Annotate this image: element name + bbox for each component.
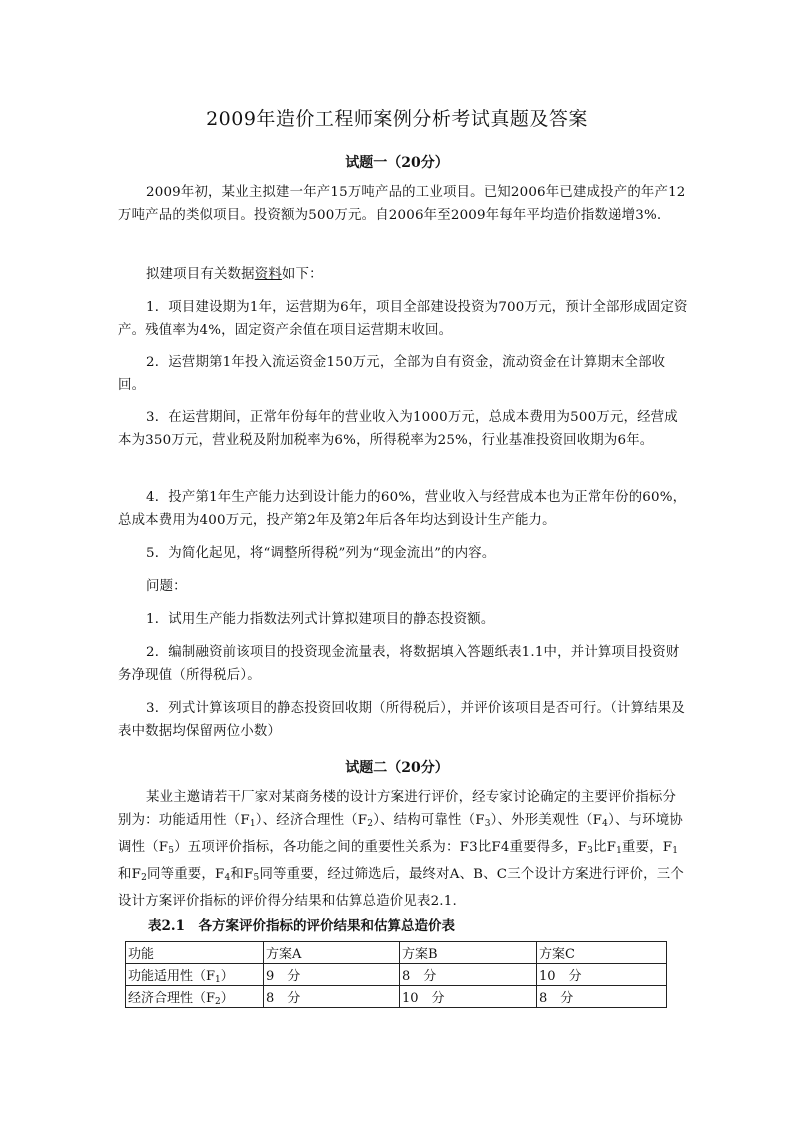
table-header-cell: 方案A (264, 942, 400, 964)
q1-intro-paragraph: 2009年初，某业主拟建一年产15万吨产品的工业项目。已知2006年已建成投产的年产12万吨产品的类似项目。投资额为500万元。自2006年至2009年每年平均造价指数递增3%. (118, 185, 686, 223)
table-header-cell: 方案C (537, 942, 667, 964)
table-row-label (126, 964, 264, 986)
question-1-heading: 试题一（20分） (345, 155, 449, 171)
table-header-cell: 方案B (400, 942, 537, 964)
q1-item-5: 5．为简化起见，将“调整所得税”列为“现金流出”的内容。 (146, 546, 496, 561)
table-cell: 9 分 (264, 964, 400, 986)
q2-text-d: ）、外形美观性（F (490, 813, 603, 828)
subscript: 1 (249, 819, 256, 829)
subscript: 2 (215, 996, 221, 1007)
q2-text-b: ）、经济合理性（F (255, 813, 368, 828)
subscript: 1 (616, 846, 623, 856)
q2-text-g: 比F (593, 840, 617, 855)
subscript: 2 (141, 873, 148, 883)
q2-text-e: ）、与环境协调性（F (118, 813, 683, 855)
subscript: 3 (484, 819, 491, 829)
evaluation-table (125, 941, 667, 1008)
table-row-label (126, 986, 264, 1008)
table-cell: 8 分 (537, 986, 667, 1008)
subscript: 2 (367, 819, 374, 829)
q2-text-l: 同等重要，经过筛选后，最终对A、B、C三个设计方案进行评价，三个设计方案评价指标的评价得分结果和估算总造价见表2.1. (118, 867, 684, 909)
document-title: 2009年造价工程师案例分析考试真题及答案 (206, 108, 588, 130)
subscript: 5 (168, 846, 175, 856)
q2-text-f: ）五项评价指标，各功能之间的重要性关系为：F3比F4重要得多，F (174, 840, 588, 855)
q1-question-1: 1．试用生产能力指数法列式计算拟建项目的静态投资额。 (146, 612, 495, 627)
subscript: 5 (253, 873, 260, 883)
subscript: 1 (672, 846, 679, 856)
table-row (126, 986, 667, 1008)
q1-question-3: 3．列式计算该项目的静态投资回收期（所得税后），并评价该项目是否可行。（计算结果及表中数据均保留两位小数） (118, 701, 685, 739)
q1-item-4: 4．投产第1年生产能力达到设计能力的60%，营业收入与经营成本也为正常年份的60%，总成本费用为400万元，投产第2年及第2年后各年均达到设计生产能力。 (118, 490, 687, 528)
subscript: 4 (224, 873, 231, 883)
table-2-1-caption: 表2.1 各方案评价指标的评价结果和估算总造价表 (148, 918, 455, 934)
table-cell: 10 分 (537, 964, 667, 986)
q1-data-intro-text: 拟建项目有关数据 (146, 267, 255, 282)
table-header-cell: 功能 (126, 942, 264, 964)
q2-text-k: 和F (230, 867, 254, 882)
q2-text-a: 某业主邀请若干厂家对某商务楼的设计方案进行评价，经专家讨论确定的主要评价指标分别为：功能适用性（F (118, 790, 677, 828)
q1-questions-label: 问题： (146, 579, 187, 594)
q1-item-2: 2．运营期第1年投入流运资金150万元，全部为自有资金，流动资金在计算期末全部收回。 (118, 355, 666, 393)
table-header-row (126, 942, 667, 964)
row-label-text: 功能适用性（F (128, 968, 216, 984)
subscript: 1 (215, 974, 221, 985)
q1-data-intro-end: 如下： (281, 267, 323, 282)
table-cell: 10 分 (400, 986, 537, 1008)
question-2-heading: 试题二（20分） (345, 760, 449, 776)
q2-intro-paragraph (118, 786, 688, 913)
subscript: 3 (587, 846, 593, 856)
subscript: 4 (602, 819, 609, 829)
q1-data-link[interactable]: 资料 (254, 267, 282, 282)
table-cell: 8 分 (264, 986, 400, 1008)
table-row (126, 964, 667, 986)
q1-item-1: 1．项目建设期为1年，运营期为6年，项目全部建设投资为700万元，预计全部形成固定资产。残值率为4%，固定资产余值在项目运营期末收回。 (118, 300, 688, 338)
q2-text-c: ）、结构可靠性（F (373, 813, 485, 828)
q2-text-j: 同等重要，F (147, 867, 225, 882)
row-label-text: 经济合理性（F (128, 990, 216, 1006)
q2-text-i: 和F (118, 867, 142, 882)
q2-text-h: 重要，F (622, 840, 673, 855)
row-label-close: ） (220, 990, 234, 1006)
q1-item-3: 3．在运营期间，正常年份每年的营业收入为1000万元，总成本费用为500万元，经营成本为350万元，营业税及附加税率为6%，所得税率为25%，行业基准投资回收期为6年。 (118, 410, 678, 448)
q1-question-2: 2．编制融资前该项目的投资现金流量表，将数据填入答题纸表1.1中，并计算项目投资财务净现值（所得税后）。 (118, 645, 680, 683)
q1-data-intro (118, 263, 688, 286)
table-cell: 8 分 (400, 964, 537, 986)
row-label-close: ） (220, 968, 234, 984)
